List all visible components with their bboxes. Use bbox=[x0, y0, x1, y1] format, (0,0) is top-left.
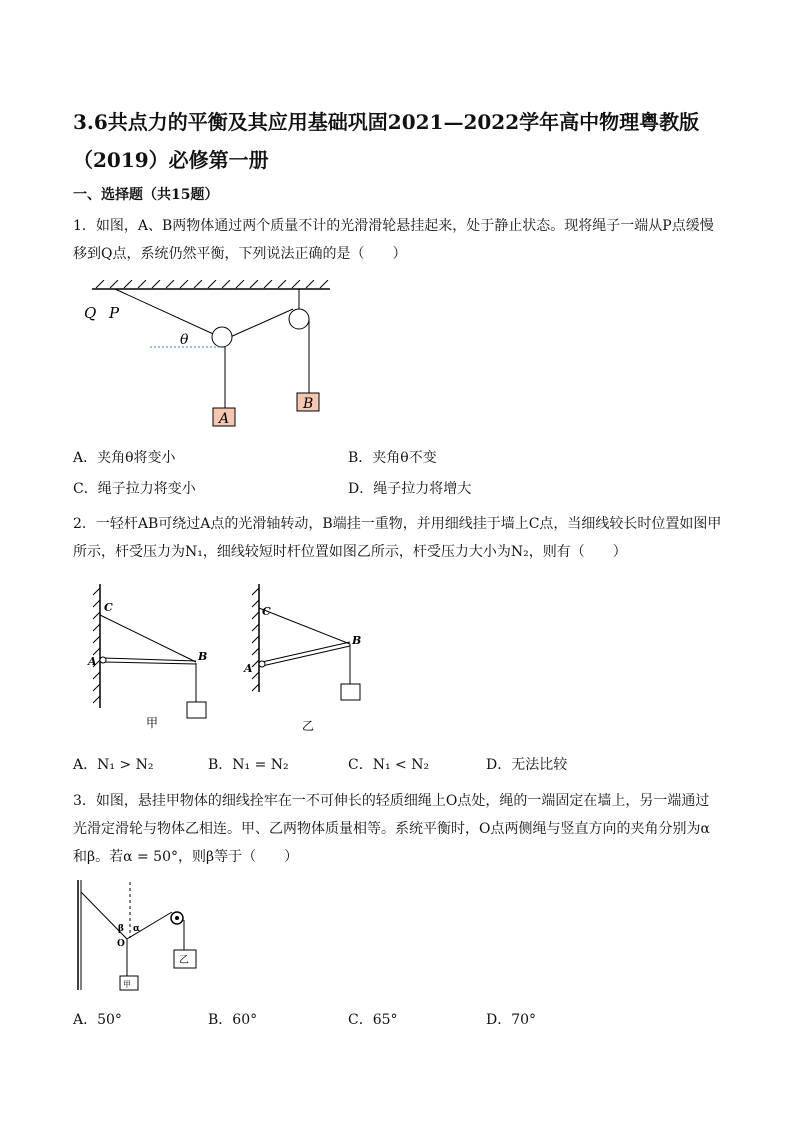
q2-option-a[interactable]: A．N₁ > N₂ bbox=[73, 757, 154, 773]
q2-option-c[interactable]: C．N₁ < N₂ bbox=[348, 757, 430, 773]
label-theta: θ bbox=[180, 332, 189, 348]
q3-option-a[interactable]: A．50° bbox=[73, 1012, 122, 1028]
yi-label-c: C bbox=[262, 605, 271, 618]
caption-jia: 甲 bbox=[146, 716, 159, 730]
label-jia: 甲 bbox=[123, 980, 131, 989]
jia-label-a: A bbox=[88, 655, 97, 668]
label-o: O bbox=[117, 939, 125, 949]
yi-label-b: B bbox=[352, 634, 362, 647]
question-3-figure bbox=[68, 878, 208, 998]
label-beta: β bbox=[118, 924, 124, 934]
jia-label-c: C bbox=[104, 601, 113, 614]
q1-option-c[interactable]: C．绳子拉力将变小 bbox=[73, 481, 196, 497]
q3-option-b[interactable]: B．60° bbox=[208, 1012, 258, 1028]
q1-option-d[interactable]: D．绳子拉力将增大 bbox=[348, 481, 472, 497]
label-p: P bbox=[109, 304, 120, 322]
q2-option-d[interactable]: D．无法比较 bbox=[486, 757, 568, 773]
jia-label-b: B bbox=[198, 650, 208, 663]
question-2-figure bbox=[84, 580, 384, 740]
page-title: 3.6共点力的平衡及其应用基础巩固2021—2022学年高中物理粤教版（2019）必修第一册 bbox=[73, 110, 700, 172]
q3-option-c[interactable]: C．65° bbox=[348, 1012, 398, 1028]
section-heading: 一、选择题（共15题） bbox=[73, 187, 219, 203]
q3-option-d[interactable]: D．70° bbox=[486, 1012, 537, 1028]
caption-yi: 乙 bbox=[302, 719, 315, 733]
q1-option-b[interactable]: B．夹角θ不变 bbox=[348, 450, 437, 466]
label-alpha: α bbox=[133, 924, 140, 934]
question-3-text: 3．如图，悬挂甲物体的细线拴牢在一不可伸长的轻质细绳上O点处，绳的一端固定在墙上，另一端通过光滑定滑轮与物体乙相连。甲、乙两物体质量相等。系统平衡时，O点两侧绳与竖直方向的夹角分别为α和β。若α = 50°，则β等于（ ） bbox=[73, 793, 710, 865]
label-q: Q bbox=[84, 304, 97, 322]
question-1-text: 1．如图，A、B两物体通过两个质量不计的光滑滑轮悬挂起来，处于静止状态。现将绳子一端从P点缓慢移到Q点，系统仍然平衡，下列说法正确的是（ ） bbox=[73, 218, 714, 262]
q2-option-b[interactable]: B．N₁ = N₂ bbox=[208, 757, 289, 773]
q1-option-a[interactable]: A．夹角θ将变小 bbox=[73, 450, 176, 466]
question-1-figure bbox=[80, 280, 340, 430]
question-2-text: 2．一轻杆AB可绕过A点的光滑轴转动，B端挂一重物，并用细线挂于墙上C点，当细线较长时位置如图甲所示，杆受压力为N₁，细线较短时杆位置如图乙所示，杆受压力大小为N₂，则有（ ） bbox=[73, 516, 722, 560]
label-yi: 乙 bbox=[179, 955, 189, 966]
yi-label-a: A bbox=[244, 662, 253, 675]
label-b: B bbox=[303, 396, 314, 412]
label-a: A bbox=[219, 411, 230, 427]
